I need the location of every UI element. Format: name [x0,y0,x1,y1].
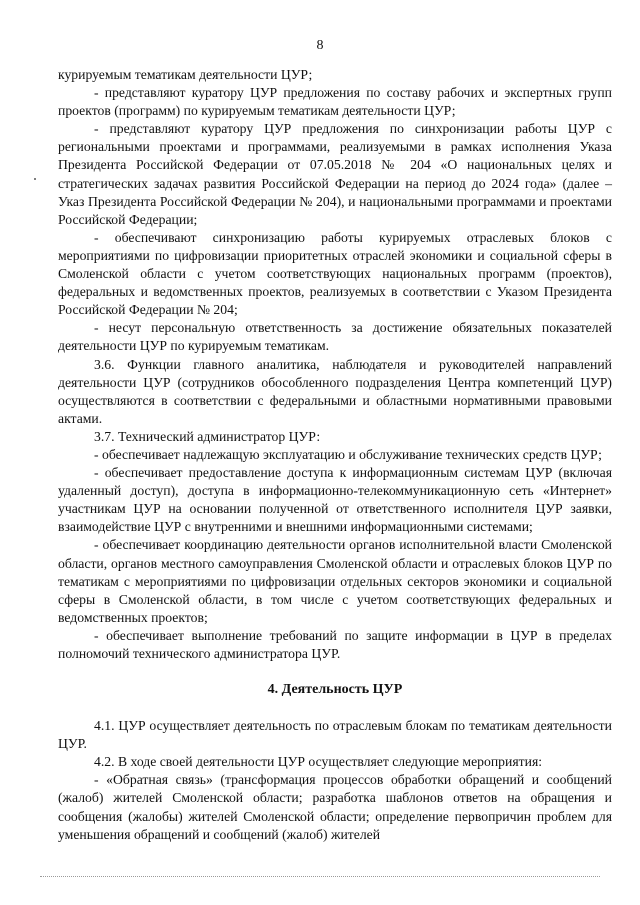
page-number: 8 [316,38,324,53]
bottom-rule [40,876,600,877]
paragraph-sync-blocks: - обеспечивают синхронизацию работы курируемых отраслевых блоков с мероприятиями по цифровизации приоритетных отраслей экономики и социальной сферы в Смоленской области с учетом соответствующих национальных программ (проектов), федеральных и ведомственных проектов, реализуемых в соответствии с Указом Президента Российской Федерации № 204; [58,229,612,318]
paragraph-3-7: 3.7. Технический администратор ЦУР: [94,428,321,444]
paragraph-3-6: 3.6. Функции главного аналитика, наблюдателя и руководителей направлений деятельности ЦУР (сотрудников обособленного подразделения Центра компетенций ЦУР) осуществляются в соответствии с федеральными и областными нормативными правовыми актами. [58,356,612,426]
paragraph-4-2: 4.2. В ходе своей деятельности ЦУР осуществляет следующие мероприятия: [94,754,543,770]
paragraph-proposals-groups: - представляют куратору ЦУР предложения по составу рабочих и экспертных групп проектов (программ) по курируемым тематикам деятельности ЦУР; [58,85,612,119]
paragraph-proposals-sync: - представляют куратору ЦУР предложения по синхронизации работы ЦУР с региональными проектами и программами, реализуемыми в рамках исполнения Указа Президента Российской Федерации от 07.05.2018 № 204 «О национальных целях и стратегических задачах развития Российской Федерации на период до 2024 года» (далее – Указ Президента Российской Федерации № 204), и национальными программами и проектами Российской Федерации; [58,121,612,227]
paragraph-tech-coordination: - обеспечивает координацию деятельности органов исполнительной власти Смоленской области, органов местного самоуправления Смоленской области и отраслевых блоков ЦУР по тематикам с мероприятиями по цифровизации отдельных секторов экономики и социальной сферы в Смоленской области, в том числе с учетом соответствующих федеральных и ведомственных проектов; [58,537,612,625]
paragraph-tech-maintenance: - обеспечивает надлежащую эксплуатацию и обслуживание технических средств ЦУР; [94,446,602,462]
paragraph-tech-access: - обеспечивает предоставление доступа к информационным системам ЦУР (включая удаленный доступ), доступа в информационно-телекоммуникационную сеть «Интернет» участникам ЦУР на основании полученной от ответственного исполнителя ЦУР заявки, взаимодействие ЦУР с внутренними и внешними информационными системами; [58,465,612,535]
paragraph-feedback: - «Обратная связь» (трансформация процессов обработки обращений и сообщений (жалоб) жителей Смоленской области; разработка шаблонов ответов на обращения и сообщения (жалобы) жителей Смоленской области; определение первопричин проблем для уменьшения обращений и сообщений (жалоб) жителей [58,772,612,842]
paragraph-responsibility: - несут персональную ответственность за достижение обязательных показателей деятельности ЦУР по курируемым тематикам. [58,320,612,354]
paragraph-continuation: курируемым тематикам деятельности ЦУР; [58,67,313,82]
margin-mark [34,178,36,180]
paragraph-4-1: 4.1. ЦУР осуществляет деятельность по отраслевым блокам по тематикам деятельности ЦУР. [58,718,612,752]
section-heading: 4. Деятельность ЦУР [267,682,403,698]
document-body [58,66,612,844]
paragraph-tech-security: - обеспечивает выполнение требований по защите информации в ЦУР в пределах полномочий технического администратора ЦУР. [58,627,612,661]
